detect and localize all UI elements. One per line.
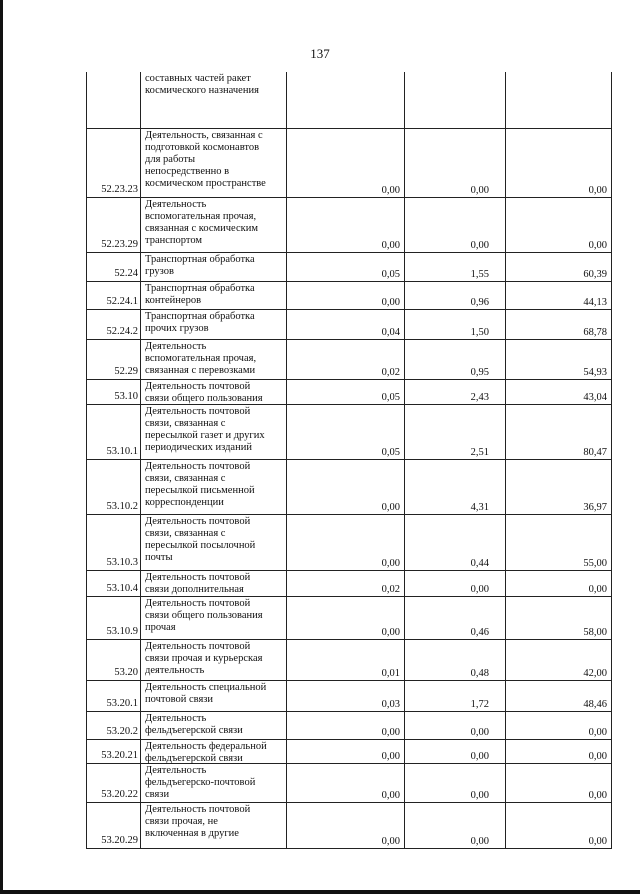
value-2: 0,00	[470, 584, 489, 595]
cell-value-3	[506, 310, 611, 339]
activity-name	[145, 253, 286, 278]
cell-value-1	[287, 340, 405, 379]
cell-activity-name	[141, 740, 287, 763]
cell-code	[87, 712, 141, 739]
table-row	[87, 405, 611, 460]
okved-code: 53.10.4	[106, 583, 138, 594]
cell-activity-name	[141, 405, 287, 459]
activity-name-line: пересылкой посылочной	[145, 540, 256, 551]
cell-value-1	[287, 380, 405, 404]
activity-name	[145, 803, 286, 840]
activity-name-line: Деятельность почтовой	[145, 804, 251, 815]
activity-name	[145, 640, 286, 677]
activity-name-line: периодических изданий	[145, 442, 252, 453]
activity-name-line: Деятельность, связанная с	[145, 130, 263, 141]
table-row	[87, 72, 611, 129]
activity-name-line: подготовкой космонавтов	[145, 142, 260, 153]
value-3: 80,47	[583, 447, 607, 458]
value-3: 0,00	[588, 584, 607, 595]
value-2: 0,95	[470, 367, 489, 378]
activity-name	[145, 571, 286, 596]
value-1: 0,05	[381, 269, 400, 280]
table-row	[87, 803, 611, 849]
cell-value-2	[405, 460, 506, 514]
cell-value-3	[506, 198, 611, 252]
value-3: 48,46	[583, 699, 607, 710]
okved-code: 53.20.2	[106, 726, 138, 737]
value-1: 0,00	[381, 627, 400, 638]
value-1: 0,00	[381, 297, 400, 308]
cell-value-2	[405, 340, 506, 379]
value-3: 58,00	[583, 627, 607, 638]
okved-code: 52.23.29	[101, 239, 138, 250]
activity-name	[145, 681, 286, 706]
activity-name-line: Деятельность	[145, 341, 207, 352]
cell-activity-name	[141, 310, 287, 339]
value-1: 0,00	[381, 502, 400, 513]
cell-code	[87, 597, 141, 639]
cell-activity-name	[141, 712, 287, 739]
cell-value-1	[287, 253, 405, 281]
value-1: 0,00	[381, 790, 400, 801]
table-row	[87, 129, 611, 198]
activity-name-line: Деятельность федеральной	[145, 741, 267, 752]
value-1: 0,00	[381, 185, 400, 196]
cell-value-3	[506, 405, 611, 459]
activity-name-line: связанная с космическим	[145, 223, 258, 234]
value-3: 0,00	[588, 751, 607, 762]
activity-name-line: Транспортная обработка	[145, 283, 255, 294]
table-row	[87, 282, 611, 310]
page-number: 137	[310, 46, 330, 61]
value-2: 1,55	[470, 269, 489, 280]
cell-code	[87, 460, 141, 514]
activity-name	[145, 460, 286, 509]
value-1: 0,01	[381, 668, 400, 679]
activity-name	[145, 310, 286, 335]
activity-name-line: Деятельность	[145, 199, 207, 210]
activity-name-line: связанная с перевозками	[145, 365, 256, 376]
value-1: 0,05	[381, 392, 400, 403]
activity-name-line: транспортом	[145, 235, 203, 246]
cell-value-3	[506, 764, 611, 802]
okved-code: 52.29	[114, 366, 138, 377]
value-2: 0,00	[470, 790, 489, 801]
table-row	[87, 253, 611, 282]
cell-activity-name	[141, 129, 287, 197]
activity-name-line: грузов	[145, 266, 174, 277]
table-row	[87, 515, 611, 571]
cell-value-3	[506, 282, 611, 309]
activity-name-line: связи, связанная с	[145, 418, 226, 429]
activity-name-line: космическом пространстве	[145, 178, 266, 189]
scan-edge-left	[0, 0, 3, 894]
value-2: 0,00	[470, 836, 489, 847]
okved-code: 53.10.9	[106, 626, 138, 637]
activity-name-line: Деятельность почтовой	[145, 516, 251, 527]
cell-value-1	[287, 571, 405, 596]
okved-code: 52.24	[114, 268, 138, 279]
cell-value-1	[287, 72, 405, 128]
okved-code: 53.10	[114, 391, 138, 402]
value-3: 0,00	[588, 240, 607, 251]
activity-name	[145, 129, 286, 190]
value-1: 0,00	[381, 558, 400, 569]
cell-code	[87, 310, 141, 339]
activity-name	[145, 72, 286, 97]
activity-name-line: корреспонденции	[145, 497, 224, 508]
activity-name-line: пересылкой газет и других	[145, 430, 265, 441]
cell-value-1	[287, 740, 405, 763]
value-3: 0,00	[588, 790, 607, 801]
cell-value-3	[506, 253, 611, 281]
table-row	[87, 764, 611, 803]
cell-value-3	[506, 740, 611, 763]
value-3: 44,13	[583, 297, 607, 308]
activity-name-line: контейнеров	[145, 295, 202, 306]
cell-value-2	[405, 681, 506, 711]
activity-name-line: Деятельность почтовой	[145, 641, 251, 652]
activity-name-line: прочих грузов	[145, 323, 209, 334]
cell-activity-name	[141, 803, 287, 848]
cell-value-2	[405, 253, 506, 281]
activity-name-line: составных частей ракет	[145, 73, 251, 84]
activity-name	[145, 740, 286, 765]
activity-name-line: включенная в другие	[145, 828, 239, 839]
activity-name	[145, 282, 286, 307]
cell-value-1	[287, 198, 405, 252]
cell-code	[87, 282, 141, 309]
activity-name	[145, 340, 286, 377]
value-3: 42,00	[583, 668, 607, 679]
cell-value-2	[405, 129, 506, 197]
cell-activity-name	[141, 640, 287, 680]
cell-value-3	[506, 72, 611, 128]
cell-activity-name	[141, 681, 287, 711]
cell-value-3	[506, 380, 611, 404]
cell-activity-name	[141, 764, 287, 802]
table-row	[87, 597, 611, 640]
cell-activity-name	[141, 253, 287, 281]
activity-name-line: Деятельность специальной	[145, 682, 267, 693]
value-2: 0,44	[470, 558, 489, 569]
cell-code	[87, 405, 141, 459]
activity-name-line: связи дополнительная	[145, 584, 244, 595]
table-row	[87, 740, 611, 764]
activity-name-line: Деятельность почтовой	[145, 461, 251, 472]
value-1: 0,05	[381, 447, 400, 458]
value-3: 0,00	[588, 185, 607, 196]
activity-name-line: Деятельность почтовой	[145, 406, 251, 417]
activity-name-line: вспомогательная прочая,	[145, 211, 257, 222]
cell-activity-name	[141, 282, 287, 309]
cell-value-1	[287, 597, 405, 639]
value-3: 0,00	[588, 836, 607, 847]
cell-value-2	[405, 310, 506, 339]
value-1: 0,00	[381, 727, 400, 738]
value-2: 4,31	[470, 502, 489, 513]
value-2: 1,50	[470, 327, 489, 338]
cell-value-3	[506, 460, 611, 514]
value-2: 2,43	[470, 392, 489, 403]
cell-code	[87, 740, 141, 763]
activity-name-line: Деятельность	[145, 765, 207, 776]
cell-value-1	[287, 764, 405, 802]
value-1: 0,00	[381, 836, 400, 847]
activity-name-line: связи прочая, не	[145, 816, 218, 827]
cell-value-3	[506, 571, 611, 596]
cell-value-1	[287, 129, 405, 197]
scan-edge-bottom	[0, 890, 640, 894]
cell-value-2	[405, 803, 506, 848]
okved-code: 53.20.1	[106, 698, 138, 709]
activity-name-line: фельдъегерско-почтовой	[145, 777, 256, 788]
value-2: 0,00	[470, 185, 489, 196]
value-3: 36,97	[583, 502, 607, 513]
okved-code: 53.20.21	[101, 750, 138, 761]
activity-name-line: Транспортная обработка	[145, 254, 255, 265]
table-row	[87, 640, 611, 681]
okved-code: 53.20.29	[101, 835, 138, 846]
cell-code	[87, 340, 141, 379]
activity-name	[145, 405, 286, 454]
activity-name-line: Деятельность почтовой	[145, 381, 251, 392]
okved-code: 53.20	[114, 667, 138, 678]
cell-code	[87, 571, 141, 596]
activity-name-line: космического назначения	[145, 85, 259, 96]
value-2: 0,46	[470, 627, 489, 638]
cell-activity-name	[141, 380, 287, 404]
cell-value-1	[287, 712, 405, 739]
cell-activity-name	[141, 597, 287, 639]
value-1: 0,04	[381, 327, 400, 338]
cell-value-3	[506, 515, 611, 570]
activity-name-line: фельдъегерской связи	[145, 753, 243, 764]
activity-name-line: связи общего пользования	[145, 610, 263, 621]
cell-value-2	[405, 571, 506, 596]
value-3: 55,00	[583, 558, 607, 569]
cell-value-1	[287, 460, 405, 514]
cell-value-2	[405, 712, 506, 739]
cell-value-1	[287, 681, 405, 711]
cell-value-2	[405, 515, 506, 570]
table-row	[87, 712, 611, 740]
cell-value-2	[405, 640, 506, 680]
okved-code: 53.10.3	[106, 557, 138, 568]
activity-name-line: для работы	[145, 154, 196, 165]
cell-activity-name	[141, 460, 287, 514]
cell-value-3	[506, 681, 611, 711]
value-2: 0,48	[470, 668, 489, 679]
value-3: 54,93	[583, 367, 607, 378]
cell-value-2	[405, 597, 506, 639]
value-2: 0,00	[470, 751, 489, 762]
table-row	[87, 380, 611, 405]
value-3: 68,78	[583, 327, 607, 338]
value-1: 0,00	[381, 240, 400, 251]
activity-name	[145, 198, 286, 247]
cell-code	[87, 681, 141, 711]
value-3: 0,00	[588, 727, 607, 738]
table-row	[87, 310, 611, 340]
value-2: 0,96	[470, 297, 489, 308]
value-1: 0,00	[381, 751, 400, 762]
cell-value-1	[287, 310, 405, 339]
activity-name-line: почтовой связи	[145, 694, 214, 705]
okved-code: 53.10.1	[106, 446, 138, 457]
cell-value-3	[506, 597, 611, 639]
value-2: 2,51	[470, 447, 489, 458]
value-1: 0,02	[381, 584, 400, 595]
activity-name-line: связи	[145, 789, 170, 800]
value-2: 0,00	[470, 727, 489, 738]
cell-value-1	[287, 405, 405, 459]
table-row	[87, 681, 611, 712]
activity-name-line: связи, связанная с	[145, 473, 226, 484]
activity-name-line: Деятельность почтовой	[145, 572, 251, 583]
okved-code: 52.23.23	[101, 184, 138, 195]
activity-name	[145, 712, 286, 737]
activity-name-line: связи, связанная с	[145, 528, 226, 539]
cell-value-2	[405, 282, 506, 309]
cell-value-3	[506, 640, 611, 680]
cell-value-1	[287, 803, 405, 848]
cell-value-3	[506, 803, 611, 848]
data-table	[86, 72, 612, 849]
cell-value-3	[506, 340, 611, 379]
activity-name	[145, 515, 286, 564]
cell-activity-name	[141, 340, 287, 379]
cell-activity-name	[141, 571, 287, 596]
activity-name-line: деятельность	[145, 665, 205, 676]
table-row	[87, 198, 611, 253]
cell-activity-name	[141, 72, 287, 128]
okved-code: 52.24.2	[106, 326, 138, 337]
cell-code	[87, 129, 141, 197]
cell-value-2	[405, 740, 506, 763]
activity-name	[145, 380, 286, 405]
value-1: 0,02	[381, 367, 400, 378]
cell-value-1	[287, 515, 405, 570]
activity-name-line: пересылкой письменной	[145, 485, 255, 496]
cell-code	[87, 198, 141, 252]
activity-name	[145, 597, 286, 634]
cell-code	[87, 253, 141, 281]
cell-activity-name	[141, 515, 287, 570]
cell-code	[87, 803, 141, 848]
value-2: 0,00	[470, 240, 489, 251]
table-row	[87, 571, 611, 597]
cell-code	[87, 640, 141, 680]
activity-name-line: связи общего пользования	[145, 393, 263, 404]
activity-name-line: непосредственно в	[145, 166, 230, 177]
value-2: 1,72	[470, 699, 489, 710]
value-3: 60,39	[583, 269, 607, 280]
okved-code: 52.24.1	[106, 296, 138, 307]
activity-name-line: почты	[145, 552, 173, 563]
value-1: 0,03	[381, 699, 400, 710]
cell-value-2	[405, 764, 506, 802]
cell-code	[87, 380, 141, 404]
cell-value-3	[506, 129, 611, 197]
cell-value-2	[405, 380, 506, 404]
cell-activity-name	[141, 198, 287, 252]
activity-name-line: связи прочая и курьерская	[145, 653, 263, 664]
cell-value-1	[287, 282, 405, 309]
cell-value-2	[405, 405, 506, 459]
cell-code	[87, 72, 141, 128]
table-row	[87, 340, 611, 380]
activity-name-line: Транспортная обработка	[145, 311, 255, 322]
cell-value-2	[405, 198, 506, 252]
activity-name-line: Деятельность почтовой	[145, 598, 251, 609]
cell-value-2	[405, 72, 506, 128]
cell-code	[87, 764, 141, 802]
cell-value-3	[506, 712, 611, 739]
okved-code: 53.20.22	[101, 789, 138, 800]
value-3: 43,04	[583, 392, 607, 403]
cell-code	[87, 515, 141, 570]
table-row	[87, 460, 611, 515]
activity-name-line: прочая	[145, 622, 176, 633]
activity-name-line: вспомогательная прочая,	[145, 353, 257, 364]
activity-name-line: Деятельность	[145, 713, 207, 724]
activity-name	[145, 764, 286, 801]
activity-name-line: фельдъегерской связи	[145, 725, 243, 736]
okved-code: 53.10.2	[106, 501, 138, 512]
cell-value-1	[287, 640, 405, 680]
